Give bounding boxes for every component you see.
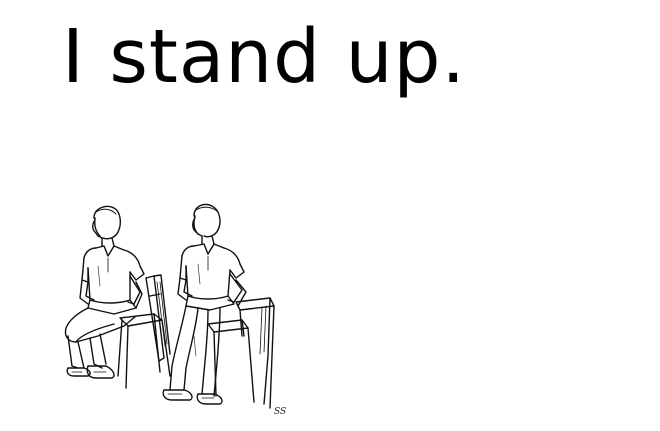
sit-to-stand-illustration (58, 196, 290, 418)
page-title: I stand up. (62, 14, 467, 100)
chair-left (118, 275, 170, 388)
sit-to-stand-icon (58, 196, 290, 418)
figure-seated (65, 206, 144, 378)
artist-signature: SS (274, 407, 287, 417)
figure-standing (163, 204, 246, 404)
